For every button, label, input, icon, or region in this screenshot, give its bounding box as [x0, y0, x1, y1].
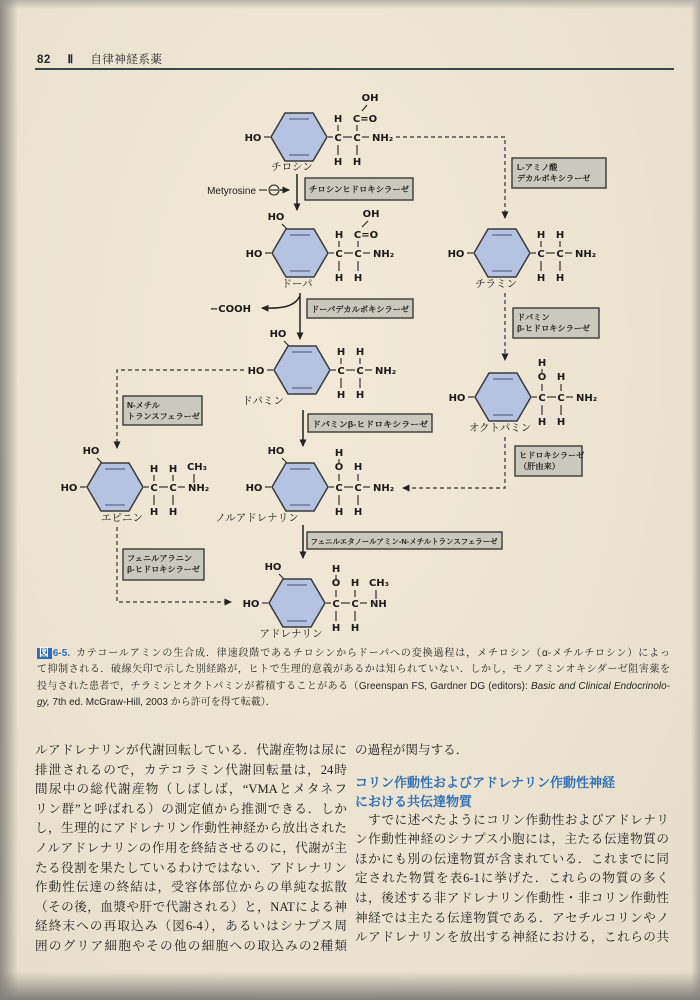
- enzyme-dopamine-beta-hydroxylase-right: [513, 308, 599, 338]
- caption-line: [37, 646, 670, 662]
- atom-label: H: [353, 507, 363, 518]
- body-left-column: [35, 741, 347, 957]
- atom-label: H: [149, 464, 159, 475]
- scan-edge-bottom: [0, 972, 700, 1000]
- atom-label: H: [355, 347, 365, 358]
- benzene-ring: [272, 229, 328, 277]
- caption-source-title: gy,: [37, 697, 50, 709]
- atom-label: H: [333, 157, 343, 168]
- atom-label: H: [334, 507, 344, 518]
- scan-edge-top: [0, 0, 700, 9]
- body-line: リン群”と呼ばれる）の測定値から推測できる．しか: [35, 801, 347, 816]
- enzyme-label: トランスフェラーゼ: [127, 412, 200, 421]
- atom-label: H: [355, 390, 365, 401]
- atom-label: C: [354, 483, 362, 494]
- enzyme-label: フェニルエタノールアミン-N-メチルトランスフェラーゼ: [310, 537, 498, 546]
- atom-label: HO: [267, 212, 285, 223]
- atom-label: H: [537, 358, 547, 369]
- figure-number-box: 図: [39, 648, 50, 659]
- atom-label: NH₂: [575, 249, 597, 260]
- caption-text: 7th ed. McGraw-Hill, 2003 から許可を得て転載）．: [49, 697, 276, 709]
- enzyme-hydroxylase-liver: [515, 446, 584, 476]
- body-line: は，後述する非アドレナリン作動性・非コリン作動性: [355, 890, 669, 905]
- atom-label: C=O: [353, 230, 379, 241]
- metyrosine-inhibitor: [207, 185, 289, 197]
- atom-label: NH₂: [188, 483, 210, 494]
- atom-label: NH₂: [373, 483, 395, 494]
- caption-line: [37, 679, 670, 695]
- molecule-octopamine: [449, 358, 598, 434]
- atom-label: O: [334, 462, 344, 473]
- atom-label: O: [331, 578, 341, 589]
- body-line: 神経では主たる伝達物質である．アセチルコリンやノ: [355, 910, 669, 925]
- atom-label: C: [335, 483, 343, 494]
- page-number: 82: [37, 54, 51, 66]
- molecule-tyrosine: [245, 93, 394, 173]
- benzene-ring: [269, 579, 325, 627]
- atom-label: HO: [264, 562, 282, 573]
- atom-label: NH₂: [576, 393, 598, 404]
- body-line: たる役割を果たしているわけではない．アドレナリン: [35, 860, 347, 875]
- molecule-name: エピニン: [101, 512, 143, 524]
- body-line: ほかにも別の伝達物質が含まれている．これまでに同: [355, 851, 669, 866]
- atom-label: H: [336, 347, 346, 358]
- subheading-line: における共伝達物質: [355, 793, 473, 809]
- atom-label: C: [332, 599, 340, 610]
- atom-label: H: [352, 157, 362, 168]
- enzyme-dopa-decarboxylase: [307, 299, 413, 318]
- atom-label: HO: [242, 599, 260, 610]
- molecule-dopa: [246, 209, 395, 290]
- atom-label: H: [353, 273, 363, 284]
- atom-label: C: [356, 366, 364, 377]
- enzyme-label: ドパミン: [517, 313, 550, 322]
- atom-label: C: [557, 393, 565, 404]
- atom-label: H: [334, 230, 344, 241]
- atom-label: C=O: [352, 114, 378, 125]
- body-line: ルアドレナリンを放出する神経における，これらの共: [355, 930, 669, 945]
- atom-label: H: [334, 448, 344, 459]
- atom-label: H: [333, 114, 343, 125]
- atom-label: H: [353, 462, 363, 473]
- atom-label: HO: [247, 366, 265, 377]
- body-right-column: [355, 741, 669, 948]
- caption-text: カテコールアミンの生合成．律速段階であるチロシンからドーパへの変換過程は，メチロシン（α-メチルチロシン）によっ: [75, 648, 670, 659]
- section-title: 自律神経系薬: [90, 54, 163, 66]
- molecule-name: アドレナリン: [259, 628, 323, 640]
- atom-label: HO: [267, 446, 285, 457]
- enzyme-label: β-ヒドロキシラーゼ: [517, 324, 590, 333]
- catecholamine-biosynthesis-diagram: [0, 80, 700, 645]
- atom-label: H: [556, 372, 566, 383]
- molecule-noradrenaline: [215, 446, 394, 524]
- body-line: すでに述べたようにコリン作動性およびアドレナリ: [355, 812, 669, 827]
- cooh-byproduct-label: −COOH: [209, 304, 251, 315]
- molecule-adrenaline: [243, 562, 389, 640]
- enzyme-pnmt: [307, 532, 502, 549]
- body-line: ン作動性神経のシナプス小胞には，主たる伝達物質の: [355, 832, 669, 847]
- atom-label: NH₂: [375, 366, 397, 377]
- enzyme-label: N-メチル: [127, 401, 160, 410]
- caption-text: 投与された患者で，チラミンとオクトパミンが蓄積することがある（Greenspan FS, Gardner DG (editors):: [37, 680, 531, 692]
- enzyme-label: デカルボキシラーゼ: [517, 174, 591, 183]
- section-subheading: [355, 773, 669, 811]
- atom-label: HO: [269, 329, 287, 340]
- benzene-ring: [475, 373, 531, 421]
- body-line: 作動性伝達の終結は，受容体部位からの単純な拡散: [35, 880, 347, 895]
- atom-label: CH₃: [186, 462, 208, 473]
- enzyme-label: β-ヒドロキシラーゼ: [127, 565, 200, 574]
- header-rule: [35, 68, 674, 70]
- subheading-line: コリン作動性およびアドレナリン作動性神経: [355, 774, 616, 790]
- figure-number: 6-5.: [52, 648, 71, 659]
- molecule-tyramine: [448, 229, 597, 290]
- enzyme-label: フェニルアラニン: [127, 554, 193, 563]
- atom-label: H: [350, 578, 360, 589]
- atom-label: HO: [245, 483, 263, 494]
- enzyme-label: ドパミンβ-ヒドロキシラーゼ: [312, 420, 428, 429]
- enzyme-phenylalanine-beta-hydroxylase: [123, 549, 204, 580]
- body-line: の過程が関与する．: [355, 743, 469, 757]
- figure-caption: [37, 646, 670, 712]
- enzyme-dopamine-beta-hydroxylase: [308, 414, 432, 432]
- molecule-name: チラミン: [475, 278, 517, 290]
- atom-label: C: [169, 483, 177, 494]
- benzene-ring: [272, 463, 328, 511]
- molecule-name: ドパミン: [242, 395, 284, 407]
- atom-label: H: [536, 230, 546, 241]
- enzyme-label: チロシンヒドロキシラーゼ: [309, 185, 409, 194]
- atom-label: C: [351, 599, 359, 610]
- atom-label: C: [150, 483, 158, 494]
- benzene-ring: [271, 113, 327, 161]
- atom-label: H: [334, 273, 344, 284]
- molecule-name: オクトパミン: [468, 422, 532, 434]
- atom-label: H: [537, 417, 547, 428]
- body-line: 囲のグリア細胞やその他の細胞への取込みの2種類: [35, 938, 347, 953]
- atom-label: C: [334, 133, 342, 144]
- enzyme-label: （肝由来）: [519, 462, 560, 471]
- atom-label: NH₂: [373, 249, 395, 260]
- atom-label: C: [556, 249, 564, 260]
- atom-label: H: [168, 507, 178, 518]
- atom-label: HO: [245, 249, 263, 260]
- atom-label: C: [353, 133, 361, 144]
- atom-label: C: [354, 249, 362, 260]
- enzyme-label: ドーパデカルボキシラーゼ: [311, 305, 409, 314]
- atom-label: CH₃: [368, 578, 390, 589]
- enzyme-label: L-アミノ酸: [517, 163, 558, 172]
- atom-label: C: [335, 249, 343, 260]
- body-line: 定された物質を表6-1に挙げた．これらの物質の多く: [355, 871, 669, 886]
- atom-label: H: [555, 230, 565, 241]
- atom-label: OH: [362, 209, 380, 220]
- atom-label: OH: [361, 93, 379, 104]
- atom-label: NH₂: [372, 133, 394, 144]
- section-number: Ⅱ: [67, 54, 74, 66]
- atom-label: H: [331, 623, 341, 634]
- atom-label: NH: [370, 599, 387, 610]
- atom-label: C: [537, 249, 545, 260]
- caption-source-title: Basic and Clinical Endocrinolo-: [530, 680, 670, 692]
- page-header: [37, 51, 162, 67]
- enzyme-l-amino-acid-decarboxylase: [512, 158, 606, 188]
- benzene-ring: [87, 463, 143, 511]
- atom-label: O: [537, 372, 547, 383]
- body-line: 経終末への再取込み（図6-4），あるいはシナプス周: [35, 919, 347, 934]
- atom-label: H: [536, 273, 546, 284]
- caption-line: [37, 695, 670, 711]
- atom-label: H: [556, 417, 566, 428]
- enzyme-tyrosine-hydroxylase: [305, 178, 413, 200]
- atom-label: HO: [447, 249, 465, 260]
- body-line: し，生理的にアドレナリン作動性神経から放出された: [35, 821, 347, 836]
- atom-label: C: [538, 393, 546, 404]
- body-line: 間尿中の総代謝産物（しばしば，“VMAとメタネフ: [35, 782, 347, 797]
- molecule-dopamine: [242, 329, 396, 407]
- molecule-name: チロシン: [271, 161, 313, 173]
- molecule-name: ドーパ: [281, 278, 313, 290]
- benzene-ring: [474, 229, 530, 277]
- atom-label: H: [149, 507, 159, 518]
- metyrosine-label: Metyrosine: [207, 186, 256, 197]
- enzyme-n-methyltransferase: [123, 396, 202, 425]
- body-line: （その後，血漿や肝で代謝される）と，NATによる神: [35, 899, 347, 914]
- enzyme-label: ヒドロキシラーゼ: [519, 451, 585, 460]
- atom-label: HO: [448, 393, 466, 404]
- body-line: ルアドレナリンが代謝回転している．代謝産物は尿に: [35, 743, 347, 757]
- atom-label: HO: [244, 133, 262, 144]
- atom-label: H: [555, 273, 565, 284]
- molecule-name: ノルアドレナリン: [215, 512, 299, 524]
- atom-label: HO: [82, 446, 100, 457]
- atom-label: H: [336, 390, 346, 401]
- atom-label: H: [168, 464, 178, 475]
- atom-label: H: [331, 564, 341, 575]
- body-line: 排泄されるので，カテコラミン代謝回転量は，24時: [35, 762, 347, 777]
- atom-label: HO: [60, 483, 78, 494]
- body-line: ノルアドレナリンの作用を終結させるのに，代謝が主: [35, 840, 347, 855]
- molecule-epinine: [61, 446, 210, 524]
- benzene-ring: [274, 346, 330, 394]
- atom-label: H: [350, 623, 360, 634]
- atom-label: C: [337, 366, 345, 377]
- caption-line: て抑制される．破線矢印で示した別経路が，ヒトで生理的意義があるかは知られていない．しかし，モノアミンオキシダーゼ阻害薬を: [37, 664, 670, 676]
